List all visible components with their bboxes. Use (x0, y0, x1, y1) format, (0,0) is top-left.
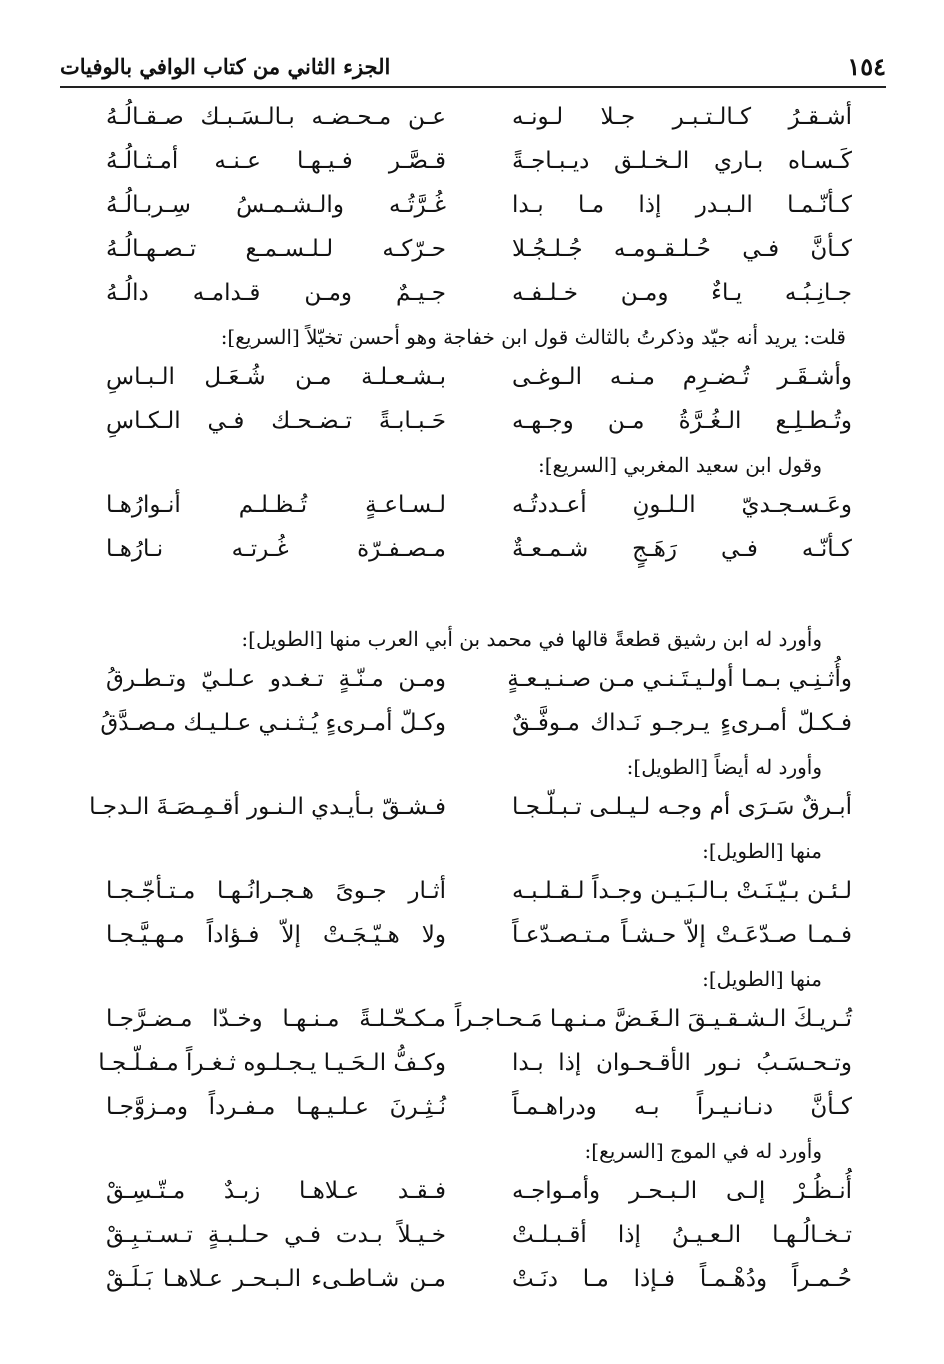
verse-first-hemistich: فـمـا صـدّعَـتْ إلاّ حـشـاً مـتـصـدّعـاً (512, 922, 852, 948)
verse-line (70, 1000, 852, 1044)
section-gap (70, 574, 852, 620)
verse-second-hemistich: نُـثِـرنَ عـلـيـهـا مـفـرداً ومـزوَّجـا (106, 1094, 446, 1120)
page-body (70, 98, 852, 1304)
verse-line (70, 704, 852, 748)
verse-line (70, 1172, 852, 1216)
verse-line (70, 98, 852, 142)
verse-first-hemistich: أشـقـرُ كـالـتـبـر جـلا لـونـه (512, 104, 852, 130)
verse-line (70, 402, 852, 446)
verse-first-hemistich: أُنـظُـرْ إلـى الـبـحـر وأمـواجـه (512, 1178, 852, 1204)
verse-first-hemistich: كـأنّـمـا الـبـدر إذا مـا بـدا (512, 192, 852, 218)
verse-second-hemistich: ولا هـيّـجَـتْ إلاّ فـؤاداً مـهـيَّـجـا (106, 922, 446, 948)
running-title: الجزء الثاني من كتاب الوافي بالوفيات (60, 54, 391, 79)
verse-first-hemistich: جـانِـبُـه يـاءٌ ومـن خـلـفـه (512, 280, 852, 306)
verse-second-hemistich: وكـفُّ الـحَـيـا يـجـلـوه ثـغـراً مـفـلّـجـا (98, 1050, 446, 1076)
verse-first-hemistich: كـأنَّ فـي حُـلـقـومـه جُـلـجُـلا (512, 236, 852, 262)
verse-second-hemistich: حَـبـابـةً تـضـحـك فـي الـكـاسِ (106, 408, 446, 434)
verse-first-hemistich: تـخـالُـهـا الـعـيـنُ إذا أقـبـلـتْ (512, 1222, 852, 1248)
verse-second-hemistich: ومـن مـنّـةٍ تـغـدو عـلـيّ وتـطـرقُ (106, 666, 446, 692)
verse-line (70, 274, 852, 318)
verse-second-hemistich: جـيـمٌ ومـن قـدامـه دالُـهُ (106, 280, 446, 306)
verse-first-hemistich: حُـمـراً ودُهْـمـاً فـإذا مـا دنَـتْ (512, 1266, 852, 1292)
verse-line (70, 1260, 852, 1304)
verse-line (70, 530, 852, 574)
verse-first-hemistich: فـكـلّ أمـرىءٍ يـرجـو نَـداك مـوفَّـقٌ (512, 710, 852, 736)
verse-line (70, 660, 852, 704)
prose-line: منها [الطويل]: (702, 839, 822, 863)
verse-second-hemistich: غُـرَّتُـه والـشـمـسُ سِـربـالُـهُ (106, 192, 446, 218)
verse-line (70, 916, 852, 960)
page-number: ١٥٤ (847, 52, 886, 81)
verse-first-hemistich: أبـرقٌ سَـرَى أم وجـه لـيـلـى تـبـلّـجـا (512, 794, 852, 820)
verse-second-hemistich: وكـلّ أمـرىءٍ يُـثـنـي عـلـيـك مـصـدَّقُ (100, 710, 446, 736)
verse-first-hemistich: وأُثـنِـي بـمـا أولـيـتَـنـي مـن صـنـيـعـةٍ (507, 666, 852, 692)
verse-line (70, 358, 852, 402)
verse-first-hemistich: كـأنّـه فـي رَهَـجٍ شـمـعـةٌ (512, 536, 852, 562)
verse-second-hemistich: خـيـلاً بـدت فـي حـلـبـةٍ تـسـتـبِـقْ (106, 1222, 446, 1248)
verse-line (70, 230, 852, 274)
verse-second-hemistich: قـصَّـر فـيـهـا عـنـه أمـثـالُـهُ (106, 148, 446, 174)
verse-first-hemistich: لـئـن بـيّـنَـتْ بـالـبَـيـن وجـداً لـقـلـبـه (512, 878, 852, 904)
verse-first-hemistich: كَـسـاه بـاري الـخـلـق ديـبـاجـةً (512, 148, 852, 174)
verse-first-hemistich: وأشـقَـر تُـضـرِم مـنـه الـوغـى (512, 364, 852, 390)
verse-second-hemistich: بـشـعـلـة مـن شُـعَـل الـبـاسِ (106, 364, 446, 390)
prose-line: وقول ابن سعيد المغربي [السريع]: (537, 453, 822, 477)
page-header (60, 46, 886, 88)
verse-second-hemistich: مـكـحّـلـةً مـنـهـا وخـدّا مـضـرَّجـا (106, 1006, 446, 1032)
verse-line (70, 1216, 852, 1260)
verse-first-hemistich: وتُـطـلِـع الـغُـرَّةُ مـن وجـهـه (512, 408, 852, 434)
verse-line (70, 788, 852, 832)
verse-second-hemistich: لـسـاعـةٍ تُـظـلـم أنـوارُهـا (106, 492, 446, 518)
verse-line (70, 1044, 852, 1088)
verse-second-hemistich: فـقـد عـلاهـا زبـدٌ مـتّـسِـقْ (106, 1178, 446, 1204)
prose-line: منها [الطويل]: (702, 967, 822, 991)
verse-second-hemistich: أثـار جـوىً هـجـرانُـهـا مـتـأجّـجـا (106, 878, 446, 904)
verse-second-hemistich: مـن شـاطـىء الـبـحـر عـلاهـا بَـلَـقْ (106, 1266, 446, 1292)
verse-line (70, 186, 852, 230)
verse-first-hemistich: وتـحـسَـبُ نـور الأقـحـوان إذا بـدا (512, 1050, 852, 1076)
verse-line (70, 872, 852, 916)
verse-second-hemistich: فـشـقّ بـأيـدي الـنـور أقـمِـصَـةَ الـدجـا (89, 794, 446, 820)
prose-line: وأورد له ابن رشيق قطعةً قالها في محمد بن أبي العرب منها [الطويل]: (241, 627, 822, 651)
verse-second-hemistich: عـن مـحـضـه بـالـسَـبـك صـقـالُـهُ (106, 104, 446, 130)
verse-first-hemistich: وعَـسـجـديّ الـلـونِ أعـددتُـه (512, 492, 852, 518)
prose-line: وأورد له في الموج [السريع]: (584, 1139, 822, 1163)
prose-line: وأورد له أيضاً [الطويل]: (626, 755, 822, 779)
verse-line (70, 486, 852, 530)
verse-first-hemistich: كـأنَّ دنـانـيـراً بـه ودراهـمـاً (512, 1094, 852, 1120)
prose-line: قلت: يريد أنه جيّد وذكرتُ بالثالث قول ابن خفاجة وهو أحسن تخيّلاً [السريع]: (220, 325, 846, 349)
verse-second-hemistich: حـرّكـه لـلـسـمـع تـصـهـالُـهُ (106, 236, 446, 262)
verse-first-hemistich: تُـريـكَ الـشـقـيـقَ الـغَـضَّ مـنـهـا مَـحـاجـراً (454, 1006, 852, 1032)
verse-line (70, 1088, 852, 1132)
verse-second-hemistich: مـصـفـرّة غُـرتـه نـارُهـا (106, 536, 446, 562)
verse-line (70, 142, 852, 186)
